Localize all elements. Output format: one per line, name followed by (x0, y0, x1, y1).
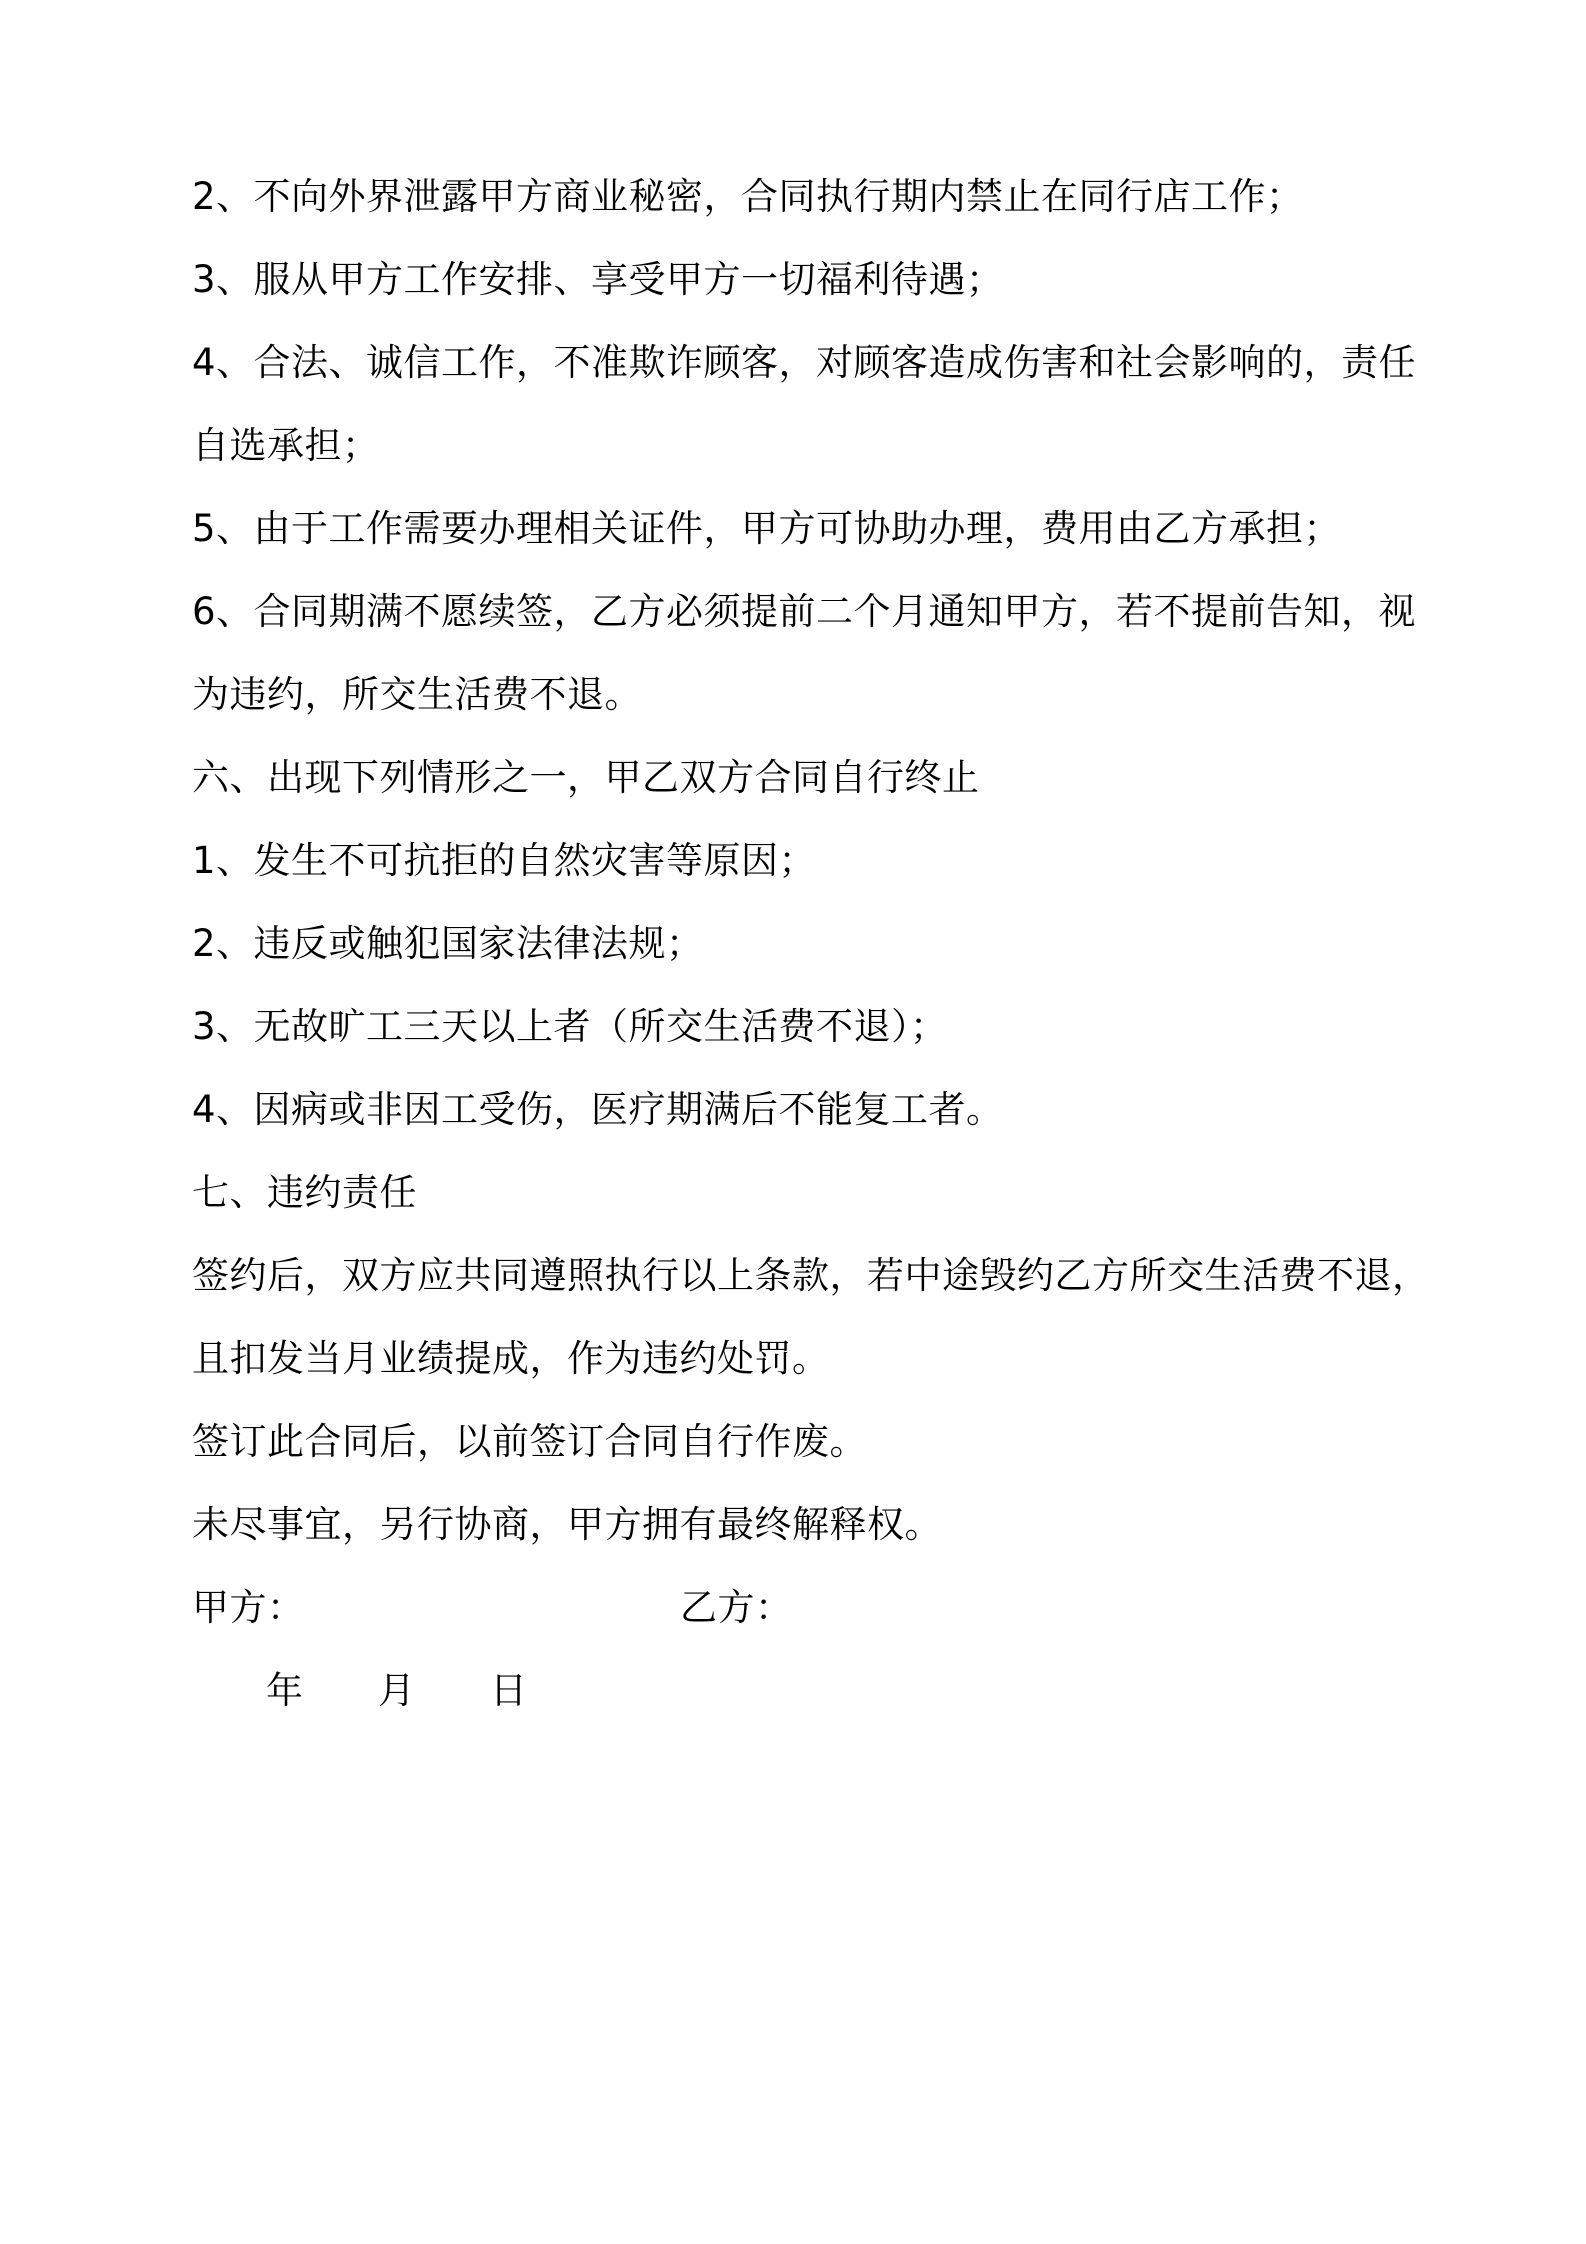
paragraph-line: 且扣发当月业绩提成，作为违约处罚。 (192, 1337, 830, 1380)
clause-line: 为违约，所交生活费不退。 (192, 673, 642, 716)
date-month-label: 月 (378, 1669, 416, 1712)
paragraph-line: 签约后，双方应共同遵照执行以上条款，若中途毁约乙方所交生活费不退， (192, 1254, 1430, 1297)
party-b-label: 乙方： (680, 1586, 793, 1629)
clause-line: 自选承担； (192, 424, 380, 467)
date-row (192, 1649, 1412, 1732)
paragraph-line: 签订此合同后，以前签订合同自行作废。 (192, 1420, 867, 1463)
clause-line: 3、服从甲方工作安排、享受甲方一切福利待遇； (192, 258, 1004, 301)
signature-row (192, 1566, 1412, 1649)
clause-line: 1、发生不可抗拒的自然灾害等原因； (192, 839, 817, 882)
clause-line: 3、无故旷工三天以上者（所交生活费不退）； (192, 1005, 948, 1048)
party-a-label: 甲方： (192, 1586, 305, 1629)
date-day-label: 日 (490, 1669, 528, 1712)
paragraph-line: 未尽事宜，另行协商，甲方拥有最终解释权。 (192, 1503, 942, 1546)
clause-line: 2、违反或触犯国家法律法规； (192, 922, 704, 965)
clause-line: 6、合同期满不愿续签，乙方必须提前二个月通知甲方，若不提前告知，视 (192, 590, 1417, 633)
section-heading: 七、违约责任 (192, 1171, 417, 1214)
clause-line: 5、由于工作需要办理相关证件，甲方可协助办理，费用由乙方承担； (192, 507, 1342, 550)
clause-line: 4、合法、诚信工作，不准欺诈顾客，对顾客造成伤害和社会影响的，责任 (192, 341, 1417, 384)
clause-line: 2、不向外界泄露甲方商业秘密，合同执行期内禁止在同行店工作； (192, 175, 1304, 218)
section-heading: 六、出现下列情形之一，甲乙双方合同自行终止 (192, 756, 980, 799)
date-year-label: 年 (266, 1669, 304, 1712)
clause-line: 4、因病或非因工受伤，医疗期满后不能复工者。 (192, 1088, 1004, 1131)
document-body (192, 155, 1430, 1732)
